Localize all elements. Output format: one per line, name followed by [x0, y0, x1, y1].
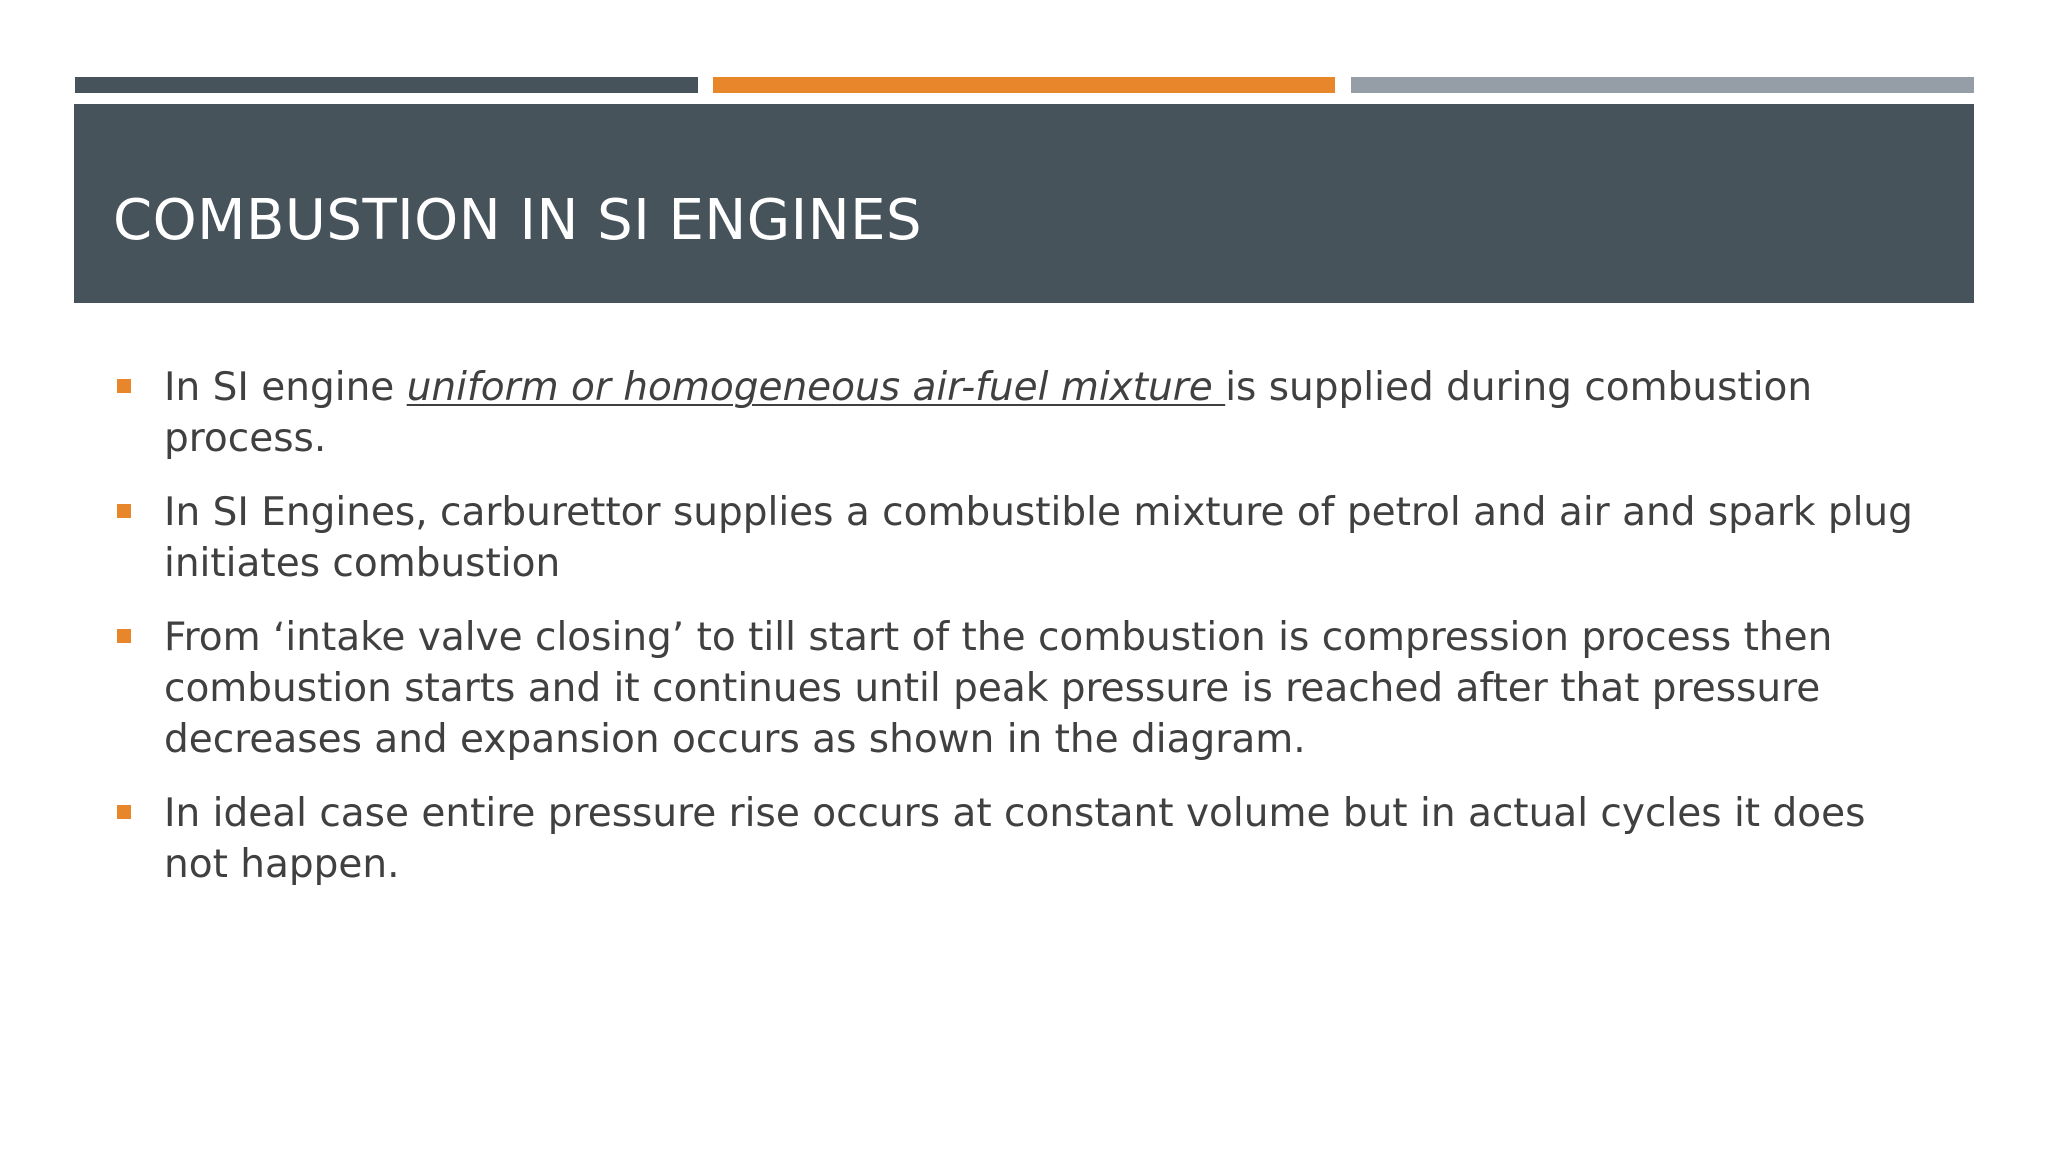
bullet-text-lead: In SI engine	[164, 365, 407, 410]
bullet-text: In SI Engines, carburettor supplies a combustible mixture of petrol and air and spark plug initiates combustion	[164, 490, 1913, 586]
slide-title: COMBUSTION IN SI ENGINES	[113, 188, 923, 253]
bullet-text-emphasis: uniform or homogeneous air-fuel mixture	[406, 365, 1226, 410]
bullet-text: In ideal case entire pressure rise occurs at constant volume but in actual cycles it does not happen.	[164, 791, 1866, 887]
bullet-item	[115, 487, 1915, 589]
bullet-text-tail: is supplied during combustion process.	[164, 365, 1813, 461]
bullet-item	[115, 788, 1915, 890]
accent-bar-dark	[75, 77, 698, 93]
bullet-item	[115, 612, 1915, 765]
square-bullet-icon	[117, 504, 131, 518]
square-bullet-icon	[117, 629, 131, 643]
accent-bar-orange	[713, 77, 1335, 93]
title-band	[74, 104, 1974, 303]
slide-content	[115, 362, 1915, 913]
accent-bar-gray	[1351, 77, 1974, 93]
square-bullet-icon	[117, 805, 131, 819]
bullet-text: From ‘intake valve closing’ to till start of the combustion is compression process then combustion starts and it continues until peak pressure is reached after that pressure decreases and expansion occurs as shown in the diagram.	[164, 615, 1833, 762]
square-bullet-icon	[117, 379, 131, 393]
bullet-list	[115, 362, 1915, 890]
bullet-item	[115, 362, 1915, 464]
